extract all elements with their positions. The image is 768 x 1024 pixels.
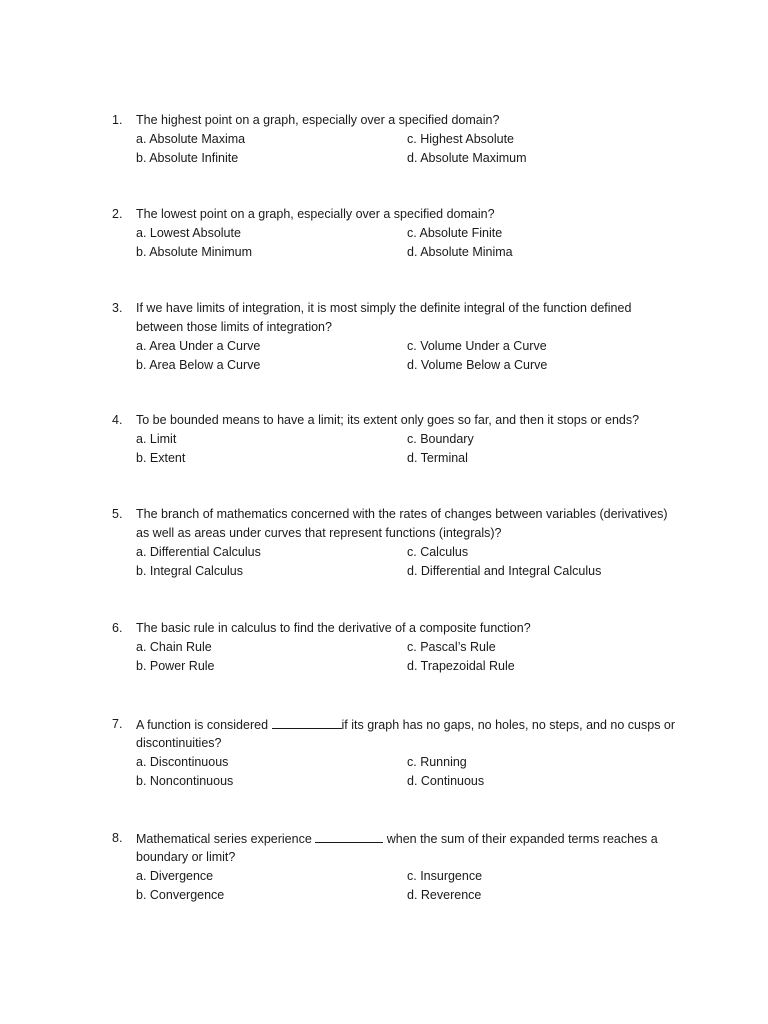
question-text: To be bounded means to have a limit; its extent only goes so far, and then it stops or ends? [136, 413, 640, 427]
option-row [112, 638, 692, 657]
option-a: a. Divergence [136, 869, 214, 883]
question-text-before-blank: A function is considered [136, 718, 272, 732]
question-number: 8. [112, 831, 123, 845]
question-line [112, 619, 692, 638]
option-b: b. Area Below a Curve [136, 358, 261, 372]
option-row [112, 772, 692, 791]
question-text-before-blank: Mathematical series experience [136, 832, 316, 846]
option-c: c. Absolute Finite [407, 226, 503, 240]
option-row [112, 356, 692, 375]
question-line [112, 715, 692, 734]
option-row [112, 130, 692, 149]
option-d: d. Absolute Minima [407, 245, 513, 259]
question-text [136, 715, 675, 735]
question-7 [112, 715, 692, 791]
question-number: 7. [112, 717, 123, 731]
question-text-after-blank: when the sum of their expanded terms reaches a [383, 832, 658, 846]
question-text: The branch of mathematics concerned with the rates of changes between variables (derivatives) [136, 507, 668, 521]
option-b: b. Absolute Infinite [136, 151, 239, 165]
option-a: a. Differential Calculus [136, 545, 261, 559]
question-line [112, 829, 692, 848]
question-number: 2. [112, 207, 123, 221]
question-text-after-blank: if its graph has no gaps, no holes, no steps, and no cusps or [341, 718, 676, 732]
option-row [112, 430, 692, 449]
option-c: c. Highest Absolute [407, 132, 515, 146]
option-row [112, 867, 692, 886]
option-c: c. Pascal’s Rule [407, 640, 496, 654]
question-line [112, 411, 692, 430]
option-b: b. Absolute Minimum [136, 245, 253, 259]
option-a: a. Area Under a Curve [136, 339, 261, 353]
option-b: b. Power Rule [136, 659, 215, 673]
option-row [112, 149, 692, 168]
answer-blank [315, 829, 383, 843]
answer-blank [272, 715, 342, 729]
question-number: 5. [112, 507, 123, 521]
option-c: c. Running [407, 755, 467, 769]
option-row [112, 449, 692, 468]
question-text-continued: between those limits of integration? [136, 320, 332, 334]
question-text: The highest point on a graph, especially over a specified domain? [136, 113, 500, 127]
question-number: 3. [112, 301, 123, 315]
option-c: c. Volume Under a Curve [407, 339, 547, 353]
option-d: d. Absolute Maximum [407, 151, 527, 165]
option-d: d. Continuous [407, 774, 485, 788]
question-4 [112, 411, 692, 468]
question-number: 1. [112, 113, 123, 127]
question-text-continued: as well as areas under curves that represent functions (integrals)? [136, 526, 502, 540]
question-number: 4. [112, 413, 123, 427]
option-row [112, 562, 692, 581]
option-d: d. Reverence [407, 888, 482, 902]
question-number: 6. [112, 621, 123, 635]
option-b: b. Convergence [136, 888, 225, 902]
option-a: a. Chain Rule [136, 640, 212, 654]
question-line [112, 848, 692, 867]
option-row [112, 886, 692, 905]
option-a: a. Limit [136, 432, 177, 446]
option-a: a. Lowest Absolute [136, 226, 241, 240]
question-text: The lowest point on a graph, especially over a specified domain? [136, 207, 495, 221]
option-c: c. Insurgence [407, 869, 483, 883]
question-line [112, 299, 692, 318]
question-line [112, 524, 692, 543]
option-row [112, 224, 692, 243]
question-3 [112, 299, 692, 375]
question-text: The basic rule in calculus to find the derivative of a composite function? [136, 621, 531, 635]
question-line [112, 111, 692, 130]
option-row [112, 657, 692, 676]
question-text-continued: boundary or limit? [136, 850, 236, 864]
question-text: If we have limits of integration, it is most simply the definite integral of the function defined [136, 301, 632, 315]
option-b: b. Noncontinuous [136, 774, 234, 788]
question-1 [112, 111, 692, 168]
option-c: c. Boundary [407, 432, 474, 446]
question-line [112, 318, 692, 337]
question-text [136, 829, 658, 849]
option-a: a. Discontinuous [136, 755, 229, 769]
question-5 [112, 505, 692, 581]
option-d: d. Volume Below a Curve [407, 358, 548, 372]
question-2 [112, 205, 692, 262]
option-c: c. Calculus [407, 545, 469, 559]
option-d: d. Terminal [407, 451, 468, 465]
option-a: a. Absolute Maxima [136, 132, 246, 146]
question-6 [112, 619, 692, 676]
question-line [112, 505, 692, 524]
option-row [112, 543, 692, 562]
question-text-continued: discontinuities? [136, 736, 222, 750]
question-line [112, 734, 692, 753]
option-b: b. Extent [136, 451, 186, 465]
option-b: b. Integral Calculus [136, 564, 244, 578]
option-row [112, 337, 692, 356]
question-8 [112, 829, 692, 905]
option-row [112, 243, 692, 262]
option-d: d. Differential and Integral Calculus [407, 564, 602, 578]
question-line [112, 205, 692, 224]
option-d: d. Trapezoidal Rule [407, 659, 515, 673]
option-row [112, 753, 692, 772]
